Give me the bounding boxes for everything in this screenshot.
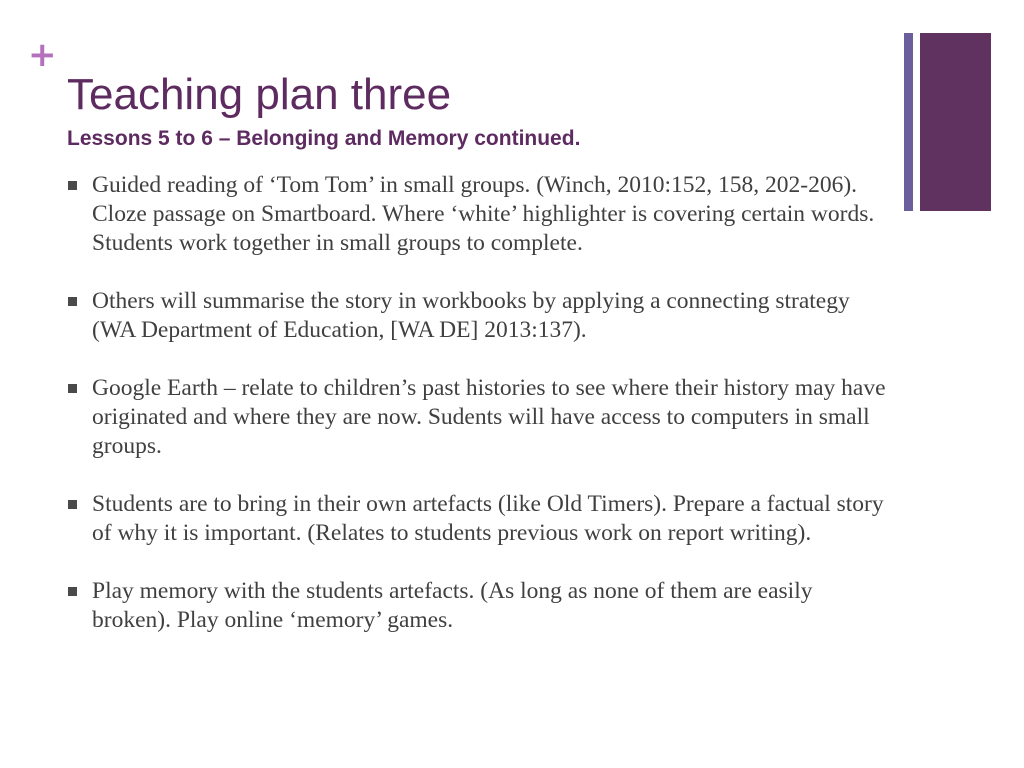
square-bullet-icon: [68, 500, 77, 509]
bullet-item: [67, 287, 897, 345]
bullet-text: Play memory with the students artefacts. (As long as none of them are easily broken). Play online ‘memory’ games.: [92, 578, 813, 633]
bullet-text: Others will summarise the story in workbooks by applying a connecting strategy (WA Department of Education, [WA DE] 2013:137).: [92, 288, 850, 343]
bullet-item: [67, 374, 897, 461]
bullet-item: [67, 490, 897, 548]
decorative-bar-thick: [920, 33, 991, 211]
square-bullet-icon: [68, 297, 77, 306]
slide-title: Teaching plan three: [67, 70, 452, 119]
slide-subtitle: Lessons 5 to 6 – Belonging and Memory continued.: [67, 127, 581, 150]
square-bullet-icon: [68, 384, 77, 393]
bullet-text: Google Earth – relate to children’s past histories to see where their history may have originated and where they are now. Sudents will have access to computers in small groups.: [92, 375, 886, 459]
bullet-item: [67, 171, 897, 258]
bullet-list: [67, 171, 897, 664]
bullet-item: [67, 577, 897, 635]
square-bullet-icon: [68, 587, 77, 596]
bullet-text: Students are to bring in their own artefacts (like Old Timers). Prepare a factual story of why it is important. (Relates to students previous work on report writing).: [92, 491, 884, 546]
bullet-text: Guided reading of ‘Tom Tom’ in small groups. (Winch, 2010:152, 158, 202-206). Cloze passage on Smartboard. Where ‘white’ highlighter is covering certain words. Students work together in small groups to complete.: [92, 172, 875, 256]
plus-icon: +: [28, 35, 57, 75]
decorative-bar-thin: [904, 33, 913, 211]
square-bullet-icon: [68, 181, 77, 190]
